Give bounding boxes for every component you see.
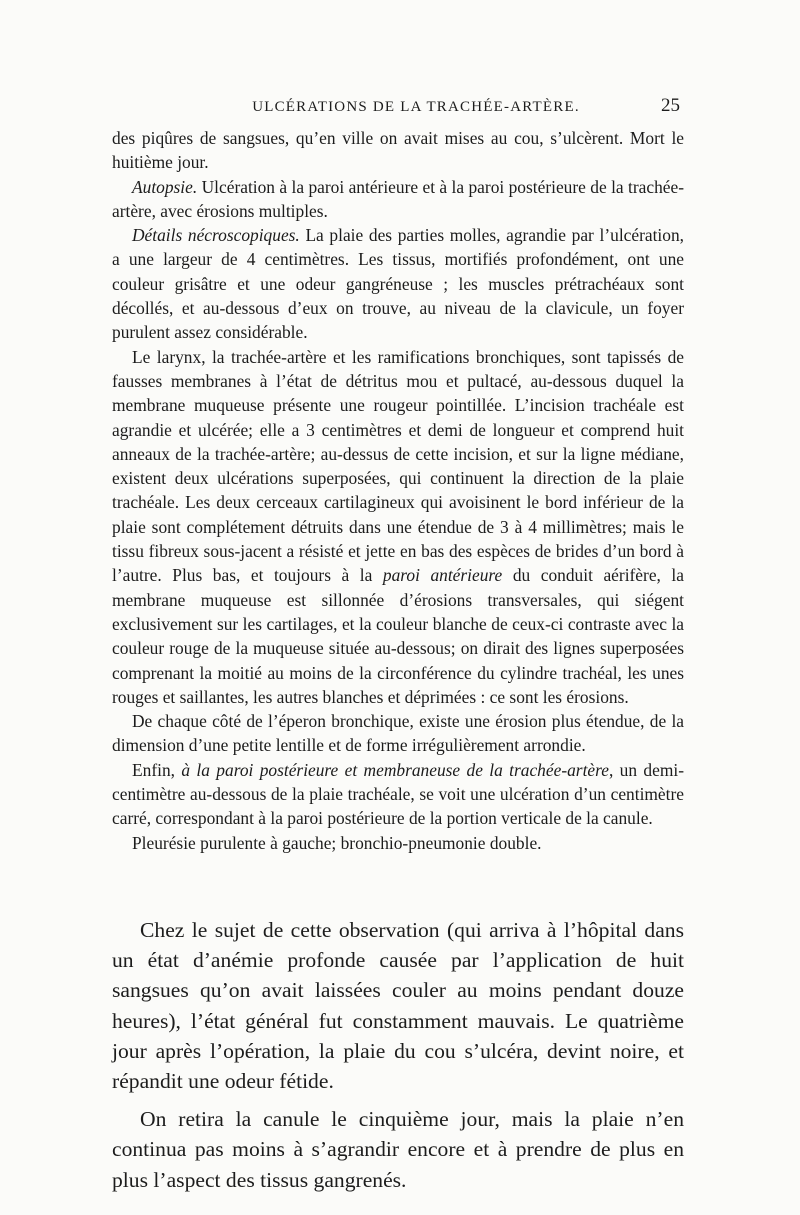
note-paragraph-larynx [112,345,684,709]
note-paragraph-pleuresie: Pleurésie purulente à gauche; bronchio-pneumonie double. [132,832,542,853]
larynx-emphasis: paroi antérieure [382,565,503,586]
note-paragraph-autopsie [112,175,684,224]
autopsie-text: Ulcération à la paroi antérieure et à la paroi postérieure de la trachée-artère, avec érosions multiples. [112,176,684,221]
larynx-text-b: du conduit aérifère, la membrane muqueuse est sillonnée d’érosions transversales, qui siégent exclusivement sur les cartilages, et la couleur blanche de ceux-ci contraste avec la couleur rouge de la muqueuse située au-dessous; on dirait des lignes superposées comprenant la moitié au moins de la circonférence du cylindre trachéal, les unes rouges et saillantes, les autres blanches et déprimées : ce sont les érosions. [112,565,684,707]
page-header [112,95,680,121]
body-paragraph-1: Chez le sujet de cette observation (qui arriva à l’hôpital dans un état d’anémie profonde causée par l’application de huit sangsues qu’on avait laissées couler au moins pendant douze heures), l’état général fut constamment mauvais. Le quatrième jour après l’opération, la plaie du cou s’ulcéra, devint noire, et répandit une odeur fétide. [112,918,684,1094]
running-title: ULCÉRATIONS DE LA TRACHÉE-ARTÈRE. [252,99,580,115]
enfin-text-b: , un demi-centimètre au-dessous de la plaie trachéale, se voit une ulcération d’un centimètre carré, correspondant à la paroi postérieure de la portion verticale de la canule. [112,759,684,829]
larynx-text-a: Le larynx, la trachée-artère et les ramifications bronchiques, sont tapissés de fausses membranes à l’état de détritus mou et pultacé, au-dessous duquel la membrane muqueuse présente une rougeur pointillée. L’incision trachéale est agrandie et ulcérée; elle a 3 centimètres et demi de longueur et comprend huit anneaux de la trachée-artère; au-dessus de cette incision, et sur la ligne médiane, existent deux ulcérations superposées, qui continuent la direction de la plaie trachéale. Les deux cerceaux cartilagineux qui avoisinent le bord inférieur de la plaie sont complétement détruits dans une étendue de 3 à 4 millimètres; mais le tissu fibreux sous-jacent a résisté et jette en bas des espèces de brides d’un bord à l’autre. Plus bas, et toujours à la [112,346,684,586]
main-text [112,915,684,1203]
page-number: 25 [661,95,680,116]
note-paragraph-details [112,223,684,344]
note-paragraph-1: des piqûres de sangsues, qu’en ville on avait mises au cou, s’ulcèrent. Mort le huitième jour. [112,128,684,173]
enfin-emphasis: à la paroi postérieure et membraneuse de la trachée-artère [181,759,609,780]
autopsie-label: Autopsie. [132,176,198,197]
note-paragraph-eperon: De chaque côté de l’éperon bronchique, existe une érosion plus étendue, de la dimension d’une petite lentille et de forme irrégulièrement arrondie. [112,711,684,756]
details-label: Détails nécroscopiques. [132,225,300,246]
observation-notes [112,126,684,855]
note-paragraph-enfin [112,758,684,831]
details-text: La plaie des parties molles, agrandie par l’ulcération, a une largeur de 4 centimètres. Les tissus, mortifiés profondément, ont une couleur grisâtre et une odeur gangréneuse ; les muscles prétrachéaux sont décollés, et au-dessous d’eux on trouve, au niveau de la clavicule, un foyer purulent assez considérable. [112,225,684,343]
enfin-text-a: Enfin, [132,759,182,780]
body-paragraph-2: On retira la canule le cinquième jour, mais la plaie n’en continua pas moins à s’agrandir encore et à prendre de plus en plus l’aspect des tissus gangrenés. [112,1107,684,1192]
